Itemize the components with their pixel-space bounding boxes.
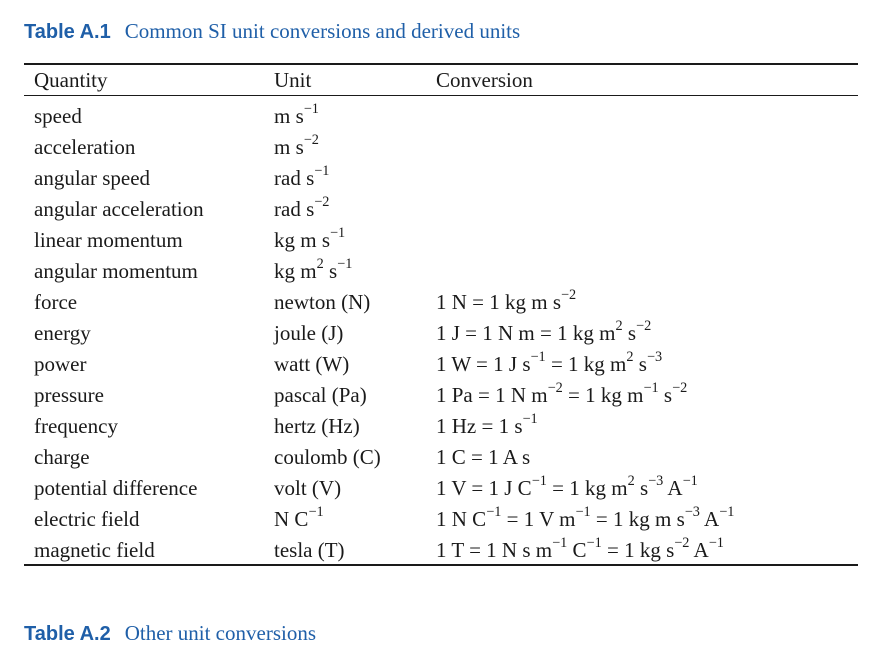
- cell-unit: watt (W): [274, 352, 350, 376]
- cell-quantity: angular speed: [34, 166, 151, 190]
- cell-conversion: 1 C = 1 A s: [436, 445, 531, 469]
- column-header-quantity: Quantity: [34, 67, 108, 92]
- cell-quantity: speed: [34, 104, 82, 128]
- cell-quantity: force: [34, 290, 78, 314]
- cell-unit: newton (N): [274, 290, 371, 314]
- table-row: [24, 283, 858, 314]
- table-row: [24, 128, 858, 159]
- cell-conversion: 1 Pa = 1 N $m^{-2} = 1$ kg $m^{-1}$ $s^{-2}$: [436, 379, 688, 407]
- cell-unit: coulomb (C): [274, 445, 381, 469]
- cell-quantity: angular momentum: [34, 259, 198, 283]
- cell-unit: kg m $s^{-1}$: [274, 224, 346, 252]
- cell-quantity: pressure: [34, 383, 104, 407]
- cell-unit: m $s^{-1}$: [274, 100, 319, 128]
- cell-quantity: power: [34, 352, 87, 376]
- table-row: [24, 438, 858, 469]
- table-row: [24, 314, 858, 345]
- table-row: [24, 190, 858, 221]
- cell-quantity: energy: [34, 321, 91, 345]
- column-header-conversion: Conversion: [436, 67, 533, 92]
- cell-conversion: 1 V = 1 J $C^{-1} = 1$ kg $m^2$ $s^{-3}$ $A^{-1}$: [436, 472, 698, 500]
- table-row: [24, 345, 858, 376]
- table-row: [24, 252, 858, 283]
- cell-conversion: 1 N = 1 kg m $s^{-2}$: [436, 286, 577, 314]
- cell-unit: pascal (Pa): [274, 383, 367, 407]
- cell-unit: N $C^{-1}$: [274, 503, 324, 531]
- cell-conversion: 1 J = 1 N m = 1 kg $m^2$ $s^{-2}$: [436, 317, 652, 345]
- cell-unit: hertz (Hz): [274, 414, 360, 438]
- cell-quantity: electric field: [34, 507, 140, 531]
- table-a1-title: Common SI unit conversions and derived units: [124, 19, 521, 43]
- cell-conversion: 1 T = 1 N s $m^{-1}$ $C^{-1} = 1$ kg $s^{-2}$ $A^{-1}$: [436, 534, 724, 562]
- table-row: [24, 376, 858, 407]
- cell-conversion: 1 W = 1 J $s^{-1} = 1$ kg $m^2$ $s^{-3}$: [436, 348, 663, 376]
- cell-conversion: [426, 159, 858, 190]
- table-a2-title: Other unit conversions: [124, 621, 316, 645]
- cell-conversion: [426, 190, 858, 221]
- cell-conversion: 1 N $C^{-1} = 1$ V $m^{-1} = 1$ kg m $s^{-3}$ $A^{-1}$: [436, 503, 735, 531]
- table-a2-label: Table A.2: [24, 623, 111, 645]
- si-units-table: [24, 64, 858, 562]
- cell-unit: rad $s^{-2}$: [274, 193, 330, 221]
- table-a1-caption: [24, 19, 520, 44]
- column-header-unit: Unit: [274, 67, 312, 92]
- table-row: [24, 95, 858, 128]
- cell-unit: rad $s^{-1}$: [274, 162, 330, 190]
- cell-quantity: potential difference: [34, 476, 198, 500]
- cell-quantity: angular acceleration: [34, 197, 204, 221]
- cell-quantity: magnetic field: [34, 538, 155, 562]
- cell-conversion: [426, 128, 858, 159]
- table-a1-label: Table A.1: [24, 21, 111, 43]
- cell-unit: kg $m^2$ $s^{-1}$: [274, 255, 353, 283]
- cell-quantity: frequency: [34, 414, 118, 438]
- cell-quantity: linear momentum: [34, 228, 183, 252]
- cell-conversion: 1 Hz = 1 $s^{-1}$: [436, 410, 538, 438]
- table-bottom-rule: [24, 564, 858, 566]
- cell-unit: volt (V): [274, 476, 342, 500]
- cell-conversion: [426, 95, 858, 128]
- cell-unit: tesla (T): [274, 538, 345, 562]
- cell-quantity: acceleration: [34, 135, 136, 159]
- cell-conversion: [426, 252, 858, 283]
- cell-unit: m $s^{-2}$: [274, 131, 319, 159]
- table-row: [24, 531, 858, 562]
- table-row: [24, 407, 858, 438]
- cell-quantity: charge: [34, 445, 90, 469]
- table-row: [24, 221, 858, 252]
- cell-unit: joule (J): [274, 321, 344, 345]
- table-row: [24, 469, 858, 500]
- table-header-row: [24, 64, 858, 95]
- table-row: [24, 500, 858, 531]
- table-row: [24, 159, 858, 190]
- cell-conversion: [426, 221, 858, 252]
- table-a2-caption: [24, 621, 316, 646]
